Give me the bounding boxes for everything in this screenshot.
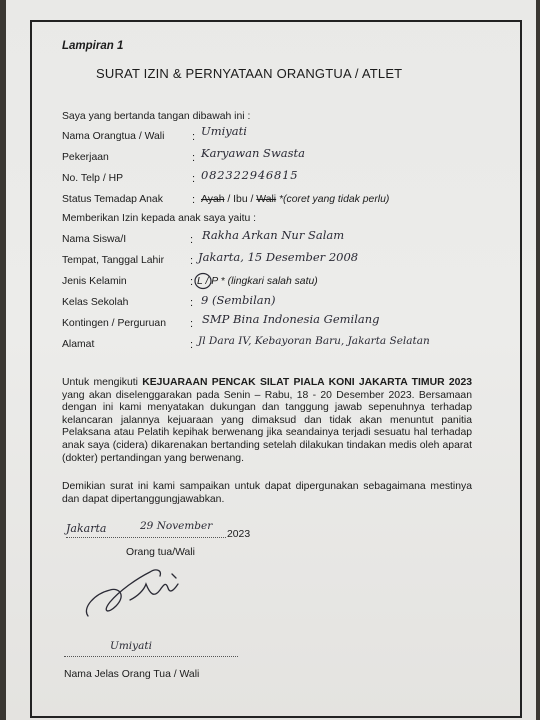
colon: : <box>190 297 194 309</box>
field-label-birth: Tempat, Tanggal Lahir <box>62 255 165 266</box>
document-title: SURAT IZIN & PERNYATAAN ORANGTUA / ATLET <box>96 66 403 81</box>
field-label-address: Alamat <box>62 339 95 350</box>
colon: : <box>192 131 196 143</box>
signature-dotted-line <box>64 656 238 657</box>
name-label: Nama Jelas Orang Tua / Wali <box>64 669 200 680</box>
field-label-contingent: Kontingen / Perguruan <box>62 318 166 329</box>
colon: : <box>192 173 196 185</box>
colon: : <box>192 152 196 164</box>
date-dotted-line <box>66 537 226 538</box>
paragraph-prefix: Untuk mengikuti <box>62 377 143 388</box>
signature-name-handwritten: Umiyati <box>110 640 152 652</box>
attachment-label: Lampiran 1 <box>62 40 124 52</box>
event-name: KEJUARAAN PENCAK SILAT PIALA KONI JAKARTA TIMUR 2023 <box>142 377 472 388</box>
field-label-occupation: Pekerjaan <box>62 152 109 163</box>
field-value-phone: 082322946815 <box>201 168 299 182</box>
field-label-class: Kelas Sekolah <box>62 297 129 308</box>
gender-circle-mark <box>193 272 213 290</box>
signature <box>80 560 200 630</box>
field-label-gender: Jenis Kelamin <box>62 276 127 287</box>
colon: : <box>190 255 194 267</box>
colon: : <box>190 318 194 330</box>
colon: : <box>192 194 196 206</box>
date-place: Jakarta <box>66 522 107 535</box>
date-day-month: 29 November <box>140 520 213 532</box>
intro-text: Saya yang bertanda tangan dibawah ini : <box>62 111 251 122</box>
signer-role: Orang tua/Wali <box>126 547 195 558</box>
paragraph-body: yang akan diselenggarakan pada Senin – Rabu, 18 - 20 Desember 2023. Bersamaan dengan ini kami menyatakan dukungan dan tanggung jawab sepenuhnya terhadap kelancaran jalannya kejuaraan yang dimaksud dan tidak akan menuntut panitia Pelaksana atau Pelatih kepihak berwenang jika seandainya terjadi sesuatu hal terhadap anak saya (cidera) dikarenakan bertanding setelah dilakukan tindakan medis oleh aparat (dokter) pertandingan yang berwenang. <box>62 389 472 464</box>
intro2-text: Memberikan Izin kepada anak saya yaitu : <box>62 213 257 224</box>
statement-paragraph <box>62 377 472 465</box>
colon: : <box>190 276 194 288</box>
closing-paragraph: Demikian surat ini kami sampaikan untuk dapat dipergunakan sebagaimana mestinya dan dapat dipertanggungjawabkan. <box>62 481 472 505</box>
field-label-status: Status Temadap Anak <box>62 194 163 205</box>
field-value-class: 9 (Sembilan) <box>201 293 276 307</box>
field-label-parent-name: Nama Orangtua / Wali <box>62 131 165 142</box>
date-year: 2023 <box>227 529 251 540</box>
field-value-birth: Jakarta, 15 Desember 2008 <box>198 250 359 264</box>
field-label-phone: No. Telp / HP <box>62 173 124 184</box>
field-value-contingent: SMP Bina Indonesia Gemilang <box>202 312 380 326</box>
status-option-father: Ayah <box>201 194 225 205</box>
field-value-student-name: Rakha Arkan Nur Salam <box>202 228 345 242</box>
field-label-student-name: Nama Siswa/I <box>62 234 127 245</box>
field-value-parent-name: Umiyati <box>201 124 247 138</box>
separator: / <box>224 194 234 205</box>
status-option-guardian: Wali <box>256 194 277 205</box>
field-value-gender: L / P * (lingkari salah satu) <box>197 276 318 287</box>
colon: : <box>190 339 194 351</box>
separator: / <box>247 194 257 205</box>
status-note: *(coret yang tidak perlu) <box>276 194 390 205</box>
field-value-occupation: Karyawan Swasta <box>201 146 306 160</box>
field-value-address: Jl Dara IV, Kebayoran Baru, Jakarta Selatan <box>198 335 430 347</box>
status-option-mother: Ibu <box>233 194 248 205</box>
field-value-status <box>201 194 389 205</box>
colon: : <box>190 234 194 246</box>
